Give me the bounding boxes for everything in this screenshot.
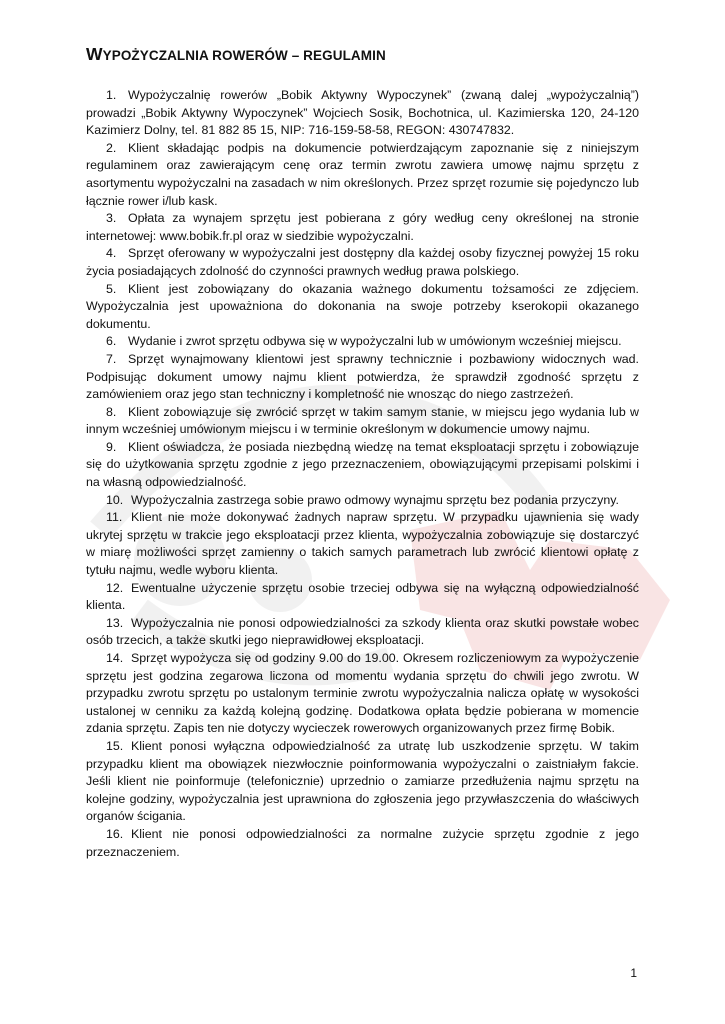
rule-number: 15. [106,738,124,753]
rule-text: Wydanie i zwrot sprzętu odbywa się w wypożyczalni lub w umówionym wcześniej miejscu. [128,334,622,349]
rule-number: 12. [106,580,124,595]
rule-item [86,439,639,492]
rule-item [86,492,639,510]
rule-text: Klient ponosi wyłączna odpowiedzialność za utratę lub uszkodzenie sprzętu. W takim przypadku klient ma obowiązek niezwłocznie poinformowania wypożyczalni o zaistniałym fakcie. Jeśli klient nie poinformuje (telefonicznie) uprzednio o zamiarze przedłużenia najmu sprzętu na kolejne godziny, wypożyczalnia jest uprawniona do zgłoszenia jego przywłaszczenia do właściwych organów ścigania. [86,738,639,824]
rules-list [86,87,639,861]
rule-text: Klient nie może dokonywać żadnych napraw sprzętu. W przypadku ujawnienia się wady ukrytej sprzętu w trakcie jego eksploatacji przez klienta, wypożyczalnia zobowiązuje się dostarczyć w miarę możliwości sprzęt zamienny o takich samych parametrach lub zwrócić klientowi opłatę z tytułu najmu, wedle wyboru klienta. [86,510,639,578]
rule-text: Wypożyczalnię rowerów „Bobik Aktywny Wypoczynek” (zwaną dalej „wypożyczalnią”) prowadzi „Bobik Aktywny Wypoczynek” Wojciech Sosik, Bochotnica, ul. Kazimierska 120, 24-120 Kazimierz Dolny, tel. 81 882 85 15, NIP: 716-159-58-58, REGON: 430747832. [86,88,639,138]
rule-item [86,615,639,650]
rule-number: 9. [106,439,117,454]
rule-number: 4. [106,246,117,261]
rule-number: 16. [106,826,124,841]
page-number: 1 [630,966,637,980]
rule-number: 14. [106,651,124,665]
rule-text: Sprzęt wynajmowany klientowi jest sprawny technicznie i pozbawiony widocznych wad. Podpisując dokument umowy najmu klient potwierdza, że sprawdził zgodność sprzętu z zamówieniem oraz jego stan techniczny i kompletność nie wnosząc do niego zastrzeżeń. [86,351,639,402]
title-rest: YPOŻYCZALNIA ROWERÓW – REGULAMIN [102,48,386,63]
rule-item [86,333,639,351]
rule-number: 13. [106,615,124,630]
rule-item [86,210,639,245]
rule-text: Klient zobowiązuje się zwrócić sprzęt w takim samym stanie, w miejscu jego wydania lub w innym wcześniej umówionym miejscu i w terminie określonym w dokumencie umowy najmu. [86,404,639,437]
rule-number: 10. [106,492,124,507]
rule-text: Opłata za wynajem sprzętu jest pobierana z góry według ceny określonej na stronie internetowej: www.bobik.fr.pl oraz w siedzibie wypożyczalni. [86,211,639,243]
rule-number: 11. [106,510,123,525]
rule-item [86,580,639,615]
rule-text: Klient oświadcza, że posiada niezbędną wiedzę na temat eksploatacji sprzętu i zobowiązuje się do użytkowania sprzętu zgodnie z jego przeznaczeniem, obowiązującymi przepisami polskimi i na własną odpowiedzialność. [86,439,639,490]
rule-text: Klient nie ponosi odpowiedzialności za normalne zużycie sprzętu zgodnie z jego przeznaczeniem. [86,826,639,859]
rule-number: 3. [106,211,117,226]
rule-item [86,738,639,826]
rule-item [86,650,639,738]
rule-item [86,140,639,210]
title-initial: W [86,44,103,64]
rule-number: 1. [106,88,117,102]
rule-item [86,351,639,404]
rule-text: Klient jest zobowiązany do okazania ważnego dokumentu tożsamości ze zdjęciem. Wypożyczalnia jest upoważniona do dokonania na swoje potrzeby kserokopii okazanego dokumentu. [86,281,639,331]
rule-item [86,245,639,280]
document-page [86,44,639,861]
rule-number: 7. [106,351,117,366]
rule-text: Ewentualne użyczenie sprzętu osobie trzeciej odbywa się na wyłączną odpowiedzialność klienta. [86,580,639,613]
rule-text: Wypożyczalnia nie ponosi odpowiedzialności za szkody klienta oraz skutki powstałe wobec osób trzecich, a także skutki jego nieprawidłowej eksploatacji. [86,615,639,648]
document-title [86,44,639,65]
rule-item [86,87,639,140]
rule-item [86,509,639,579]
rule-item [86,404,639,439]
rule-text: Klient składając podpis na dokumencie potwierdzającym zapoznanie się z niniejszym regulaminem oraz zawierającym cenę oraz termin zwrotu zawiera umowę najmu sprzętu z asortymentu wypożyczalni na zasadach w nim określonych. Przez sprzęt rozumie się pojedynczo lub łącznie rower i/lub kask. [86,140,639,208]
rule-text: Sprzęt wypożycza się od godziny 9.00 do 19.00. Okresem rozliczeniowym za wypożyczenie sprzętu jest godzina zegarowa liczona od momentu wydania sprzętu do chwili jego zwrotu. W przypadku zwrotu sprzętu po ustalonym terminie zwrotu wypożyczalnia nalicza opłatę w wysokości ustalonej w cenniku za każdą kolejną godzinę. Dodatkowa opłata będzie pobierana w momencie zdania sprzętu. Zapis ten nie dotyczy wycieczek rowerowych organizowanych przez firmę Bobik. [86,651,639,736]
rule-item [86,826,639,861]
rule-text: Wypożyczalnia zastrzega sobie prawo odmowy wynajmu sprzętu bez podania przyczyny. [131,492,619,507]
rule-number: 5. [106,281,117,296]
rule-item [86,281,639,334]
rule-number: 2. [106,140,117,155]
rule-number: 8. [106,404,117,419]
rule-number: 6. [106,334,117,349]
rule-text: Sprzęt oferowany w wypożyczalni jest dostępny dla każdej osoby fizycznej powyżej 15 roku życia posiadających zdolność do czynności prawnych według prawa polskiego. [86,246,639,278]
